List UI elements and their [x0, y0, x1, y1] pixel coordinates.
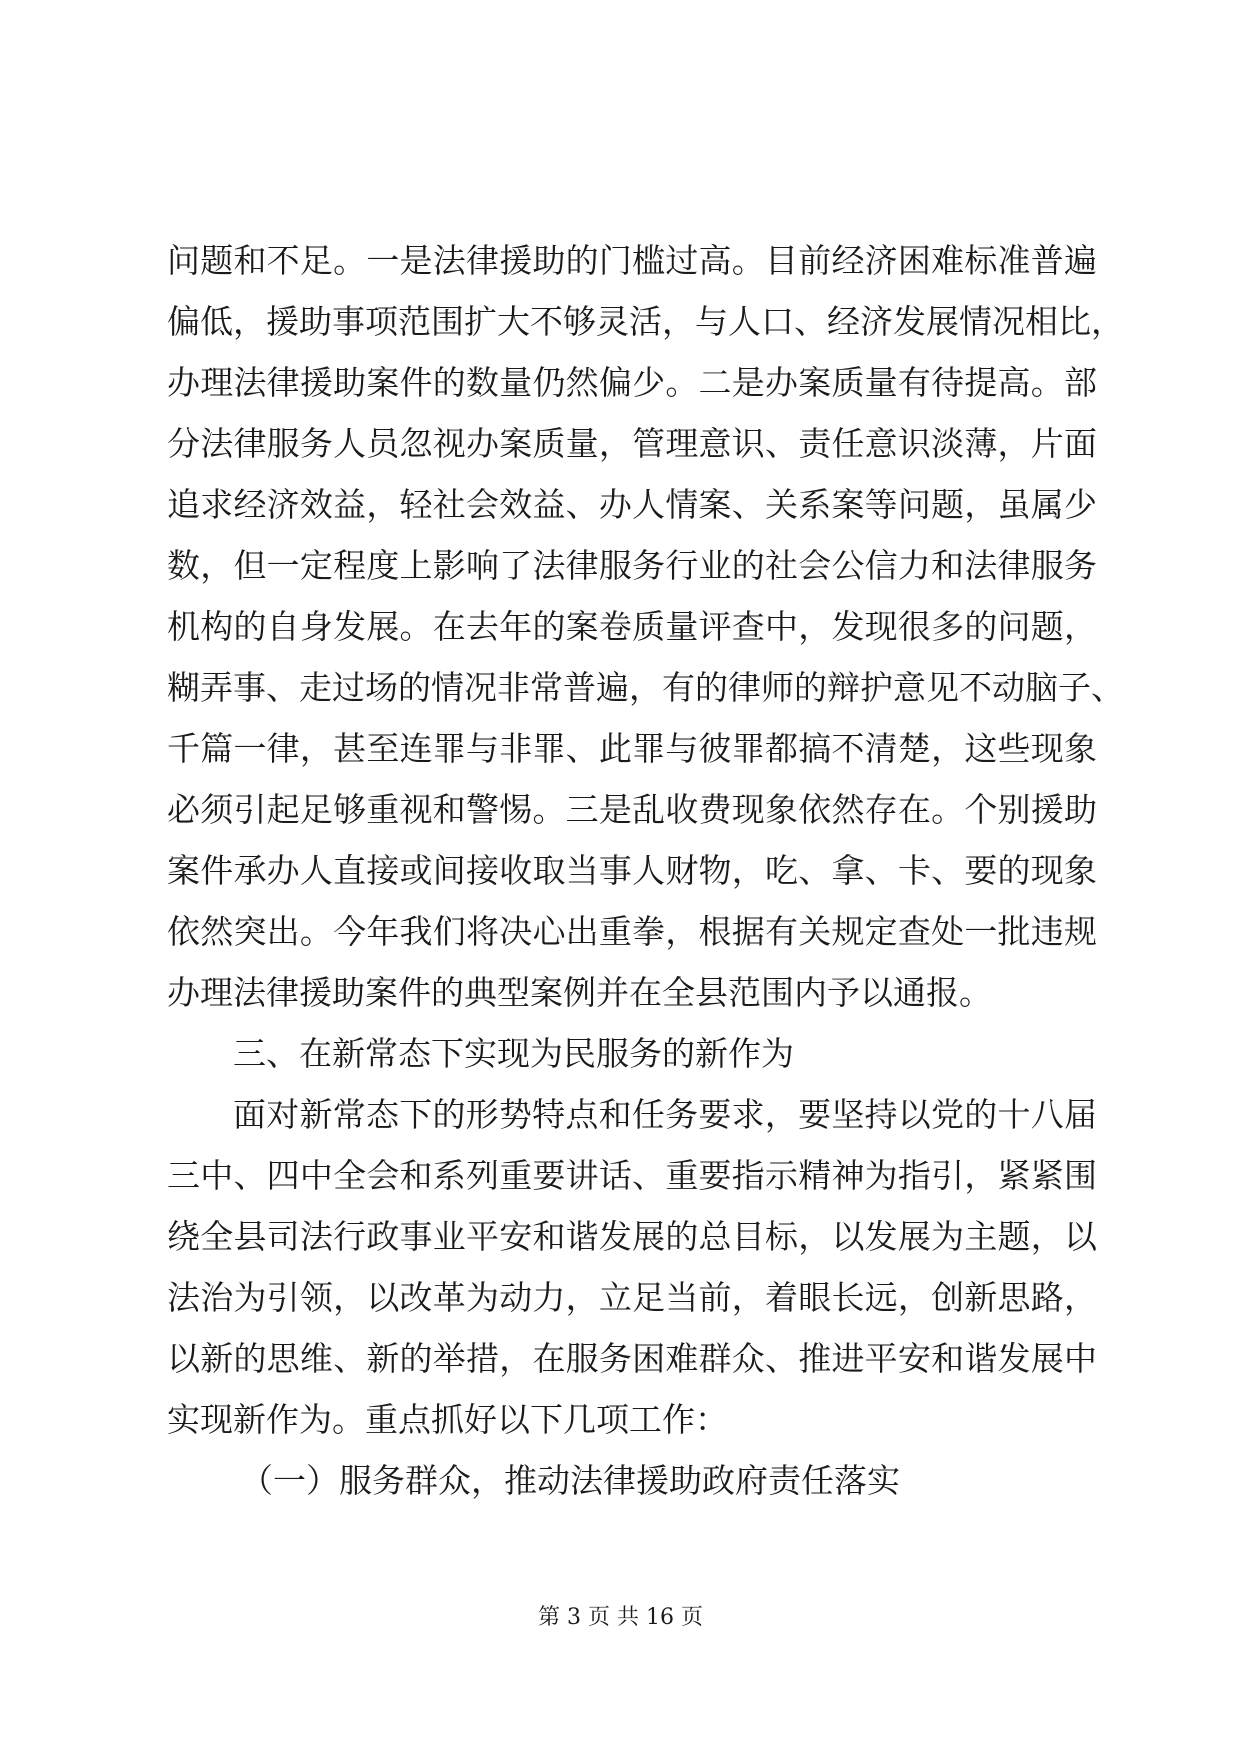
paragraph-1-line-3: 办理法律援助案件的数量仍然偏少。二是办案质量有待提高。部: [167, 363, 1097, 402]
paragraph-1-line-2: 偏低，援助事项范围扩大不够灵活，与人口、经济发展情况相比，: [167, 302, 1124, 341]
subsection-heading-1: （一）服务群众，推动法律援助政府责任落实: [240, 1461, 900, 1500]
paragraph-2-line-2: 三中、四中全会和系列重要讲话、重要指示精神为指引，紧紧围: [167, 1156, 1097, 1195]
paragraph-1-line-11: 案件承办人直接或间接收取当事人财物，吃、拿、卡、要的现象: [167, 851, 1097, 890]
paragraph-1-line-13: 办理法律援助案件的典型案例并在全县范围内予以通报。: [167, 973, 992, 1012]
paragraph-1-line-5: 追求经济效益，轻社会效益、办人情案、关系案等问题，虽属少: [167, 485, 1097, 524]
paragraph-2-line-1: 面对新常态下的形势特点和任务要求，要坚持以党的十八届: [233, 1095, 1097, 1134]
section-heading-3: 三、在新常态下实现为民服务的新作为: [233, 1034, 794, 1073]
paragraph-1-line-7: 机构的自身发展。在去年的案卷质量评查中，发现很多的问题，: [167, 607, 1097, 646]
paragraph-2-line-6: 实现新作为。重点抓好以下几项工作：: [167, 1400, 728, 1439]
paragraph-1-line-6: 数，但一定程度上影响了法律服务行业的社会公信力和法律服务: [167, 546, 1097, 585]
paragraph-1-line-10: 必须引起足够重视和警惕。三是乱收费现象依然存在。个别援助: [167, 790, 1097, 829]
paragraph-1-line-1: 问题和不足。一是法律援助的门槛过高。目前经济困难标准普遍: [167, 241, 1097, 280]
paragraph-1-line-4: 分法律服务人员忽视办案质量，管理意识、责任意识淡薄，片面: [167, 424, 1097, 463]
paragraph-1-line-8: 糊弄事、走过场的情况非常普遍，有的律师的辩护意见不动脑子、: [167, 668, 1124, 707]
document-body: [167, 230, 1124, 1511]
paragraph-1-line-9: 千篇一律，甚至连罪与非罪、此罪与彼罪都搞不清楚，这些现象: [167, 729, 1097, 768]
page-number-footer: 第 3 页 共 16 页: [538, 1605, 703, 1630]
paragraph-1-line-12: 依然突出。今年我们将决心出重拳，根据有关规定查处一批违规: [167, 912, 1097, 951]
paragraph-2-line-4: 法治为引领，以改革为动力，立足当前，着眼长远，创新思路，: [167, 1278, 1097, 1317]
paragraph-2-line-3: 绕全县司法行政事业平安和谐发展的总目标，以发展为主题，以: [167, 1217, 1097, 1256]
paragraph-2-line-5: 以新的思维、新的举措，在服务困难群众、推进平安和谐发展中: [167, 1339, 1097, 1378]
